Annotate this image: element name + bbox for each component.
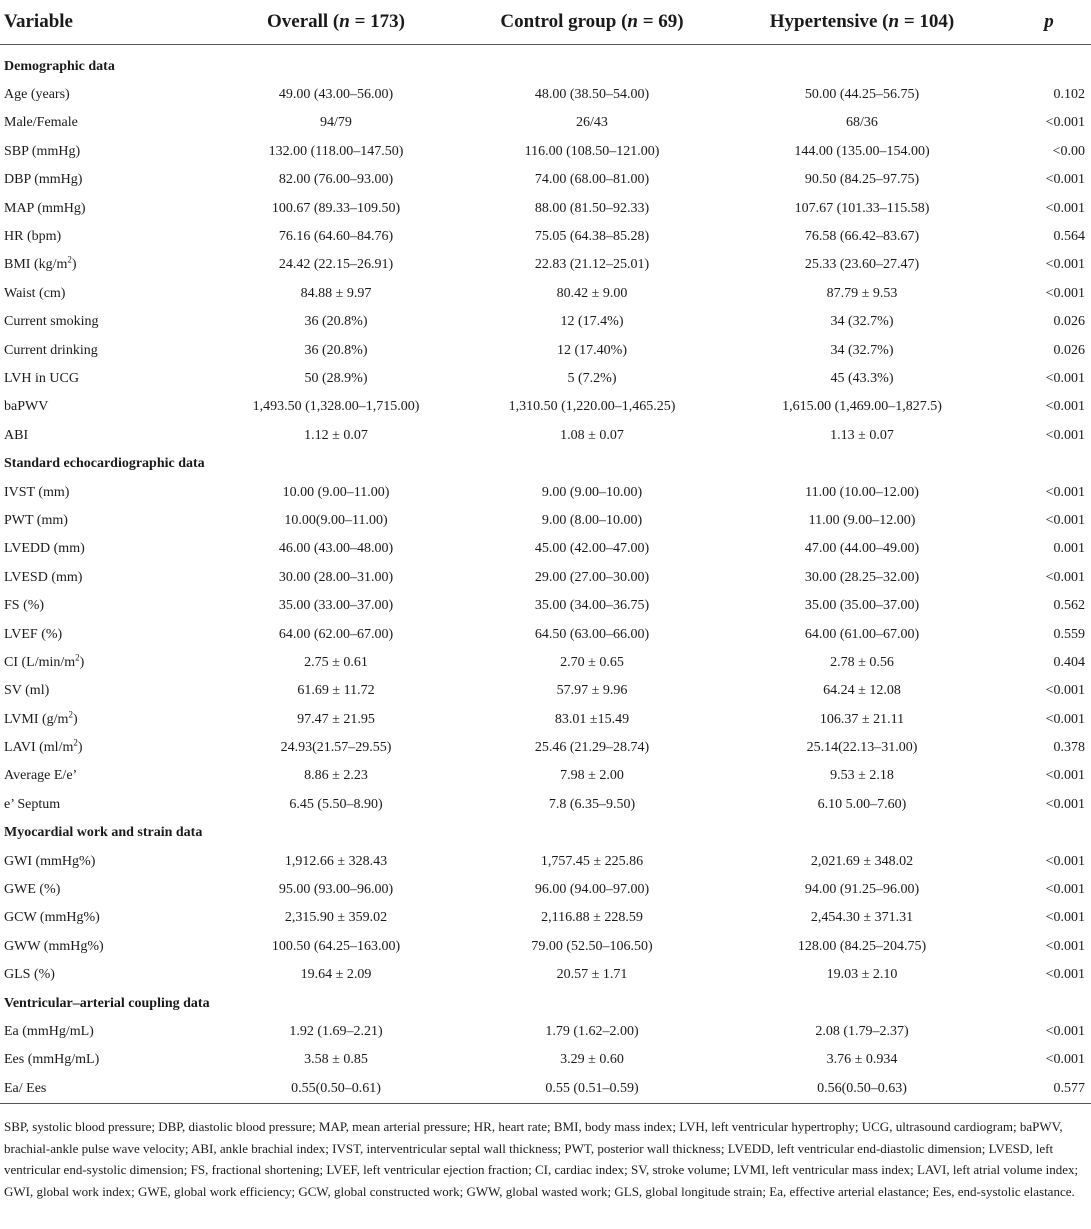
cell-overall: 82.00 (76.00–93.00) [278,172,394,188]
cell-hypertensive: 6.10 5.00–7.60) [817,796,907,812]
header-row [0,0,1091,44]
table-body [0,44,1091,1103]
cell-p-value: <0.001 [1045,967,1085,983]
cell-overall: 2.75 ± 0.61 [304,654,368,670]
cell-p-value: <0.00 [1052,143,1085,159]
cell-hypertensive: 25.33 (23.60–27.47) [804,257,920,273]
cell-hypertensive: 2,454.30 ± 371.31 [810,910,914,926]
cell-p-value: <0.001 [1045,115,1085,131]
cell-control: 2.70 ± 0.65 [560,654,624,670]
cell-control: 12 (17.4%) [560,314,624,330]
row-label: GLS (%) [4,967,55,983]
row-label: LAVI $(ml/m^2)$ [4,737,83,756]
cell-overall: 1,912.66 ± 328.43 [284,853,388,869]
cell-overall: 35.00 (33.00–37.00) [278,598,394,614]
row-label: e’ Septum [4,796,61,812]
table-row [0,1046,1091,1074]
cell-hypertensive: 107.67 (101.33–115.58) [794,200,930,216]
cell-hypertensive: 3.76 ± 0.934 [826,1052,898,1068]
cell-hypertensive: 35.00 (35.00–37.00) [804,598,920,614]
cell-hypertensive: 87.79 ± 9.53 [826,285,898,301]
cell-control: 116.00 (108.50–121.00) [524,143,660,159]
cell-control: 7.8 (6.35–9.50) [548,796,636,812]
cell-p-value: <0.001 [1045,200,1085,216]
table-row [0,138,1091,166]
cell-control: 74.00 (68.00–81.00) [534,172,650,188]
cell-p-value: 0.559 [1053,626,1085,642]
table-row [0,734,1091,762]
cell-overall: 0.55(0.50–0.61) [205,1075,467,1104]
table-row [0,933,1091,961]
row-label: LVEF (%) [4,626,63,642]
cell-overall: 61.69 ± 11.72 [297,683,375,699]
cell-hypertensive: 128.00 (84.25–204.75) [797,938,927,954]
row-label: GWE (%) [4,882,61,898]
cell-p-value: <0.001 [1045,768,1085,784]
table-row [0,677,1091,705]
table-row [0,592,1091,620]
cell-control: 88.00 (81.50–92.33) [534,200,650,216]
cell-control: 79.00 (52.50–106.50) [531,938,653,954]
row-label: Ees (mmHg/mL) [4,1052,100,1068]
cell-hypertensive: 94.00 (91.25–96.00) [804,882,920,898]
cell-control: 5 (7.2%) [567,370,617,386]
cell-overall: 8.86 ± 2.23 [304,768,368,784]
header-p: p [1007,0,1091,44]
table-row [0,251,1091,279]
cell-overall: 95.00 (93.00–96.00) [278,882,394,898]
cell-control: 7.98 ± 2.00 [560,768,624,784]
section-row [0,989,1091,1017]
cell-overall: 132.00 (118.00–147.50) [268,143,404,159]
cell-hypertensive: 47.00 (44.00–49.00) [804,541,920,557]
cell-overall: 24.93(21.57–29.55) [280,740,392,756]
section-row [0,819,1091,847]
cell-overall: 10.00(9.00–11.00) [284,512,388,528]
cell-p-value: 0.562 [1053,598,1085,614]
section-title: Ventricular–arterial coupling data [4,995,210,1011]
cell-overall: 100.50 (64.25–163.00) [271,938,401,954]
table-row [0,847,1091,875]
table-footnote: SBP, systolic blood pressure; DBP, diastolic blood pressure; MAP, mean arterial pressure; HR, heart rate; BMI, body mass index; LVH, left ventricular hypertrophy; UCG, ultrasound cardiogram; baPWV, brachial-ankle pulse wave velocity; ABI, ankle brachial index; IVST, interventricular septal wall thickness; PWT, posterior wall thickness; LVEDD, left ventricular end-diastolic dimension; LVESD, left ventricular end-systolic dimension; FS, fractional shortening; LVEF, left ventricular ejection fraction; CI, cardiac index; SV, stroke volume; LVMI, left ventricular mass index; LAVI, left atrial volume index; GWI, global work index; GWE, global work efficiency; GCW, global constructed work; GWW, global wasted work; GLS, global longitude strain; Ea, effective arterial elastance; Ees, end-systolic elastance. [4,1118,1079,1199]
row-label: IVST (mm) [4,484,70,500]
table-row [0,620,1091,648]
cell-p-value: <0.001 [1045,796,1085,812]
cell-hypertensive: 50.00 (44.25–56.75) [804,87,920,103]
cell-overall: 84.88 ± 9.97 [300,285,372,301]
cell-overall: 10.00 (9.00–11.00) [282,484,390,500]
cell-control: 12 (17.40%) [557,342,627,358]
cell-control: 57.97 ± 9.96 [556,683,628,699]
cell-p-value: 0.564 [1053,229,1085,245]
cell-control: 0.55 (0.51–0.59) [467,1075,717,1104]
cell-control: 2,116.88 ± 228.59 [541,910,643,926]
table-row [0,336,1091,364]
cell-p-value: <0.001 [1045,172,1085,188]
cell-overall: 94/79 [320,115,352,131]
cell-p-value: <0.001 [1045,399,1085,415]
cell-hypertensive: 64.24 ± 12.08 [823,683,901,699]
cell-hypertensive: 90.50 (84.25–97.75) [804,172,920,188]
cell-control: 1.79 (1.62–2.00) [545,1023,639,1039]
header-hypertensive: Hypertensive (n = 104) [717,0,1007,44]
cell-p-value: 0.026 [1053,342,1085,358]
row-label: FS (%) [4,598,45,614]
cell-hypertensive: 9.53 ± 2.18 [830,768,894,784]
cell-hypertensive: 25.14(22.13–31.00) [806,740,918,756]
header-overall: Overall (n = 173) [205,0,467,44]
row-label: Age (years) [4,87,70,103]
table-row [0,535,1091,563]
cell-overall: 24.42 (22.15–26.91) [278,257,394,273]
row-label: Waist (cm) [4,285,66,301]
cell-p-value: <0.001 [1045,910,1085,926]
cell-overall: 36 (20.8%) [304,342,368,358]
table-row [0,961,1091,989]
cell-hypertensive: 2.78 ± 0.56 [830,654,894,670]
table-row [0,507,1091,535]
row-label: LVESD (mm) [4,569,83,585]
table-row [0,280,1091,308]
cell-hypertensive: 76.58 (66.42–83.67) [804,229,920,245]
cell-hypertensive: 34 (32.7%) [830,342,894,358]
cell-p-value: 0.378 [1053,740,1085,756]
table-row [0,904,1091,932]
table-row [0,705,1091,733]
row-label: LVEDD (mm) [4,541,85,557]
cell-hypertensive: 11.00 (10.00–12.00) [805,484,919,500]
row-label: Male/Female [4,115,78,131]
cell-control: 3.29 ± 0.60 [560,1052,624,1068]
cell-overall: 50 (28.9%) [304,370,368,386]
table-row [0,194,1091,222]
table-row [0,365,1091,393]
cell-overall: 64.00 (62.00–67.00) [278,626,394,642]
row-label: SBP (mmHg) [4,143,81,159]
cell-control: 48.00 (38.50–54.00) [534,87,650,103]
cell-p-value: 0.026 [1053,314,1085,330]
cell-hypertensive: 106.37 ± 21.11 [819,711,905,727]
row-label: Current smoking [4,314,99,330]
cell-hypertensive: 0.56(0.50–0.63) [717,1075,1007,1104]
cell-hypertensive: 1,615.00 (1,469.00–1,827.5) [782,399,942,415]
cell-control: 96.00 (94.00–97.00) [534,882,650,898]
cell-p-value: <0.001 [1045,512,1085,528]
cell-p-value: <0.001 [1045,1023,1085,1039]
table-row [0,166,1091,194]
cell-p-value: <0.001 [1045,370,1085,386]
cell-overall: 76.16 (64.60–84.76) [278,229,394,245]
row-label: ABI [4,427,29,443]
cell-control: 80.42 ± 9.00 [556,285,628,301]
cell-control: 1,310.50 (1,220.00–1,465.25) [508,399,676,415]
table-row [0,762,1091,790]
cell-overall: 1,493.50 (1,328.00–1,715.00) [252,399,420,415]
cell-hypertensive: 34 (32.7%) [830,314,894,330]
cell-p-value: <0.001 [1045,484,1085,500]
cell-control: 1,757.45 ± 225.86 [540,853,644,869]
row-label: Average E/e’ [4,768,78,784]
cell-p-value: 0.577 [1007,1075,1091,1104]
table-row [0,308,1091,336]
row-label: HR (bpm) [4,229,62,245]
cell-p-value: <0.001 [1045,569,1085,585]
row-label: baPWV [4,399,49,415]
section-row [0,450,1091,478]
cell-overall: 19.64 ± 2.09 [300,967,372,983]
cell-hypertensive: 144.00 (135.00–154.00) [794,143,930,159]
cell-p-value: <0.001 [1045,882,1085,898]
section-row [0,53,1091,81]
cell-p-value: <0.001 [1045,711,1085,727]
cell-overall: 97.47 ± 21.95 [297,711,375,727]
row-label: GWW (mmHg%) [4,938,104,954]
cell-overall: 2,315.90 ± 359.02 [284,910,388,926]
table-row [0,1018,1091,1046]
row-label: PWT (mm) [4,512,68,528]
cell-overall: 1.12 ± 0.07 [304,427,368,443]
table-row [0,478,1091,506]
table-row [0,223,1091,251]
row-label: LVMI $(g/m^2)$ [4,709,78,727]
header-control: Control group (n = 69) [467,0,717,44]
table-row [0,109,1091,137]
cell-p-value: 0.102 [1053,87,1085,103]
cell-control: 64.50 (63.00–66.00) [534,626,650,642]
cell-control: 20.57 ± 1.71 [556,967,628,983]
cell-p-value: <0.001 [1045,285,1085,301]
header-variable: Variable [0,0,205,44]
cell-control: 29.00 (27.00–30.00) [534,569,650,585]
cell-hypertensive: 2.08 (1.79–2.37) [815,1023,909,1039]
table-row [0,1075,1091,1104]
cell-hypertensive: 1.13 ± 0.07 [830,427,894,443]
cell-overall: 1.92 (1.69–2.21) [289,1023,383,1039]
section-title: Standard echocardiographic data [4,456,205,472]
cell-hypertensive: 30.00 (28.25–32.00) [804,569,920,585]
cell-control: 22.83 (21.12–25.01) [534,257,650,273]
cell-control: 9.00 (8.00–10.00) [541,512,643,528]
section-title: Myocardial work and strain data [4,825,203,841]
row-label: BMI $(kg/m^2)$ [4,254,77,273]
cell-hypertensive: 64.00 (61.00–67.00) [804,626,920,642]
row-label: Current drinking [4,342,98,358]
cell-p-value: <0.001 [1045,1052,1085,1068]
table-row [0,876,1091,904]
table-row [0,791,1091,819]
cell-p-value: <0.001 [1045,938,1085,954]
cell-p-value: <0.001 [1045,683,1085,699]
cell-overall: 49.00 (43.00–56.00) [278,87,394,103]
cell-control: 83.01 ±15.49 [554,711,630,727]
cell-p-value: <0.001 [1045,257,1085,273]
row-label: CI $(L/\min/m^2)$ [4,652,85,670]
section-title: Demographic data [4,58,115,74]
cell-overall: 100.67 (89.33–109.50) [271,200,401,216]
table-row [0,422,1091,450]
table-row [0,81,1091,109]
cell-hypertensive: 2,021.69 ± 348.02 [810,853,914,869]
cell-p-value: 0.001 [1053,541,1085,557]
cell-control: 45.00 (42.00–47.00) [534,541,650,557]
cell-control: 75.05 (64.38–85.28) [534,229,650,245]
cell-overall: 6.45 (5.50–8.90) [289,796,383,812]
cell-overall: 36 (20.8%) [304,314,368,330]
cell-hypertensive: 68/36 [846,115,878,131]
row-label: LVH in UCG [4,370,79,386]
row-label: MAP (mmHg) [4,200,86,216]
spacer-row [0,44,1091,53]
cell-overall: 46.00 (43.00–48.00) [278,541,394,557]
cell-control: 35.00 (34.00–36.75) [534,598,650,614]
table-row [0,564,1091,592]
cell-control: 25.46 (21.29–28.74) [534,740,650,756]
row-label: GCW (mmHg%) [4,910,100,926]
cell-p-value: <0.001 [1045,853,1085,869]
cell-control: 9.00 (9.00–10.00) [541,484,643,500]
row-label: DBP (mmHg) [4,172,83,188]
cell-control: 26/43 [576,115,608,131]
row-label: Ea (mmHg/mL) [4,1023,94,1039]
cell-hypertensive: 45 (43.3%) [830,370,894,386]
cell-p-value: <0.001 [1045,427,1085,443]
cell-overall: 30.00 (28.00–31.00) [278,569,394,585]
cell-control: 1.08 ± 0.07 [560,427,624,443]
cell-overall: 3.58 ± 0.85 [304,1052,368,1068]
row-label: GWI (mmHg%) [4,853,96,869]
cell-hypertensive: 19.03 ± 2.10 [826,967,898,983]
row-label: SV (ml) [4,683,50,699]
row-label: Ea/ Ees [0,1075,205,1104]
table-row [0,393,1091,421]
cell-hypertensive: 11.00 (9.00–12.00) [808,512,916,528]
cell-p-value: 0.404 [1053,654,1085,670]
table-row [0,649,1091,677]
